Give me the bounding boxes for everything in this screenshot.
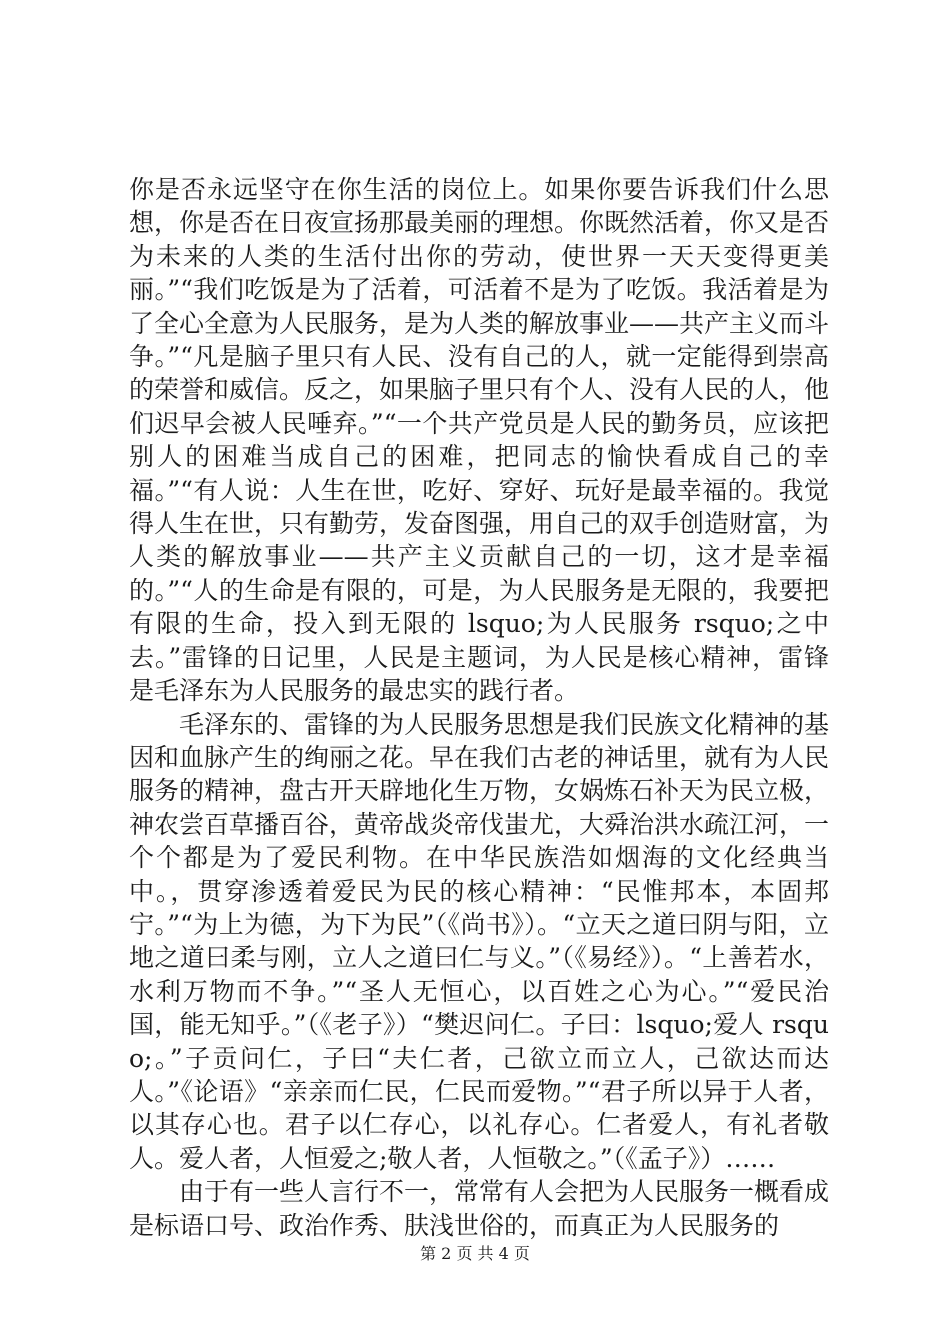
- page-footer: 第 2 页 共 4 页: [420, 1244, 530, 1263]
- body-text: [129, 173, 829, 1242]
- paragraph-cultural-roots: 毛泽东的、雷锋的为人民服务思想是我们民族文化精神的基因和血脉产生的绚丽之花。早在我们古老的神话里，就有为人民服务的精神，盘古开天辟地化生万物，女娲炼石补天为民立极，神农尝百草播百谷，黄帝战炎帝伐蚩尤，大舜治洪水疏江河，一个个都是为了爱民利物。在中华民族浩如烟海的文化经典当中。，贯穿渗透着爱民为民的核心精神：“民惟邦本，本固邦宁。”“为上为德，为下为民”（《尚书》）。“立天之道曰阴与阳，立地之道曰柔与刚，立人之道曰仁与义。”（《易经》）。“上善若水，水利万物而不争。”“圣人无恒心，以百姓之心为心。”“爱民治国，能无知乎。”（《老子》）“樊迟问仁。子曰：lsquo;爱人 rsquo;。”子贡问仁，子曰“夫仁者，己欲立而立人，己欲达而达人。”《论语》“亲亲而仁民，仁民而爱物。”“君子所以异于人者，以其存心也。君子以仁存心，以礼存心。仁者爱人，有礼者敬人。爱人者，人恒爱之;敬人者，人恒敬之。”（《孟子》）……: [129, 709, 830, 1173]
- paragraph-continuation: 由于有一些人言行不一，常常有人会把为人民服务一概看成是标语口号、政治作秀、肤浅世俗的，而真正为人民服务的: [129, 1177, 830, 1240]
- paragraph-leigong-diary: 你是否永远坚守在你生活的岗位上。如果你要告诉我们什么思想，你是否在日夜宣扬那最美丽的理想。你既然活着，你又是否为未来的人类的生活付出你的劳动，使世界一天天变得更美丽。”“我们吃饭是为了活着，可活着不是为了吃饭。我活着是为了全心全意为人民服务，是为人类的解放事业——共产主义而斗争。”“凡是脑子里只有人民、没有自己的人，就一定能得到崇高的荣誉和威信。反之，如果脑子里只有个人、没有人民的人，他们迟早会被人民唾弃。”“一个共产党员是人民的勤务员，应该把别人的困难当成自己的困难，把同志的愉快看成自己的幸福。”“有人说：人生在世，吃好、穿好、玩好是最幸福的。我觉得人生在世，只有勤劳，发奋图强，用自己的双手创造财富，为人类的解放事业——共产主义贡献自己的一切，这才是幸福的。”“人的生命是有限的，可是，为人民服务是无限的，我要把有限的生命，投入到无限的 lsquo;为人民服务 rsquo;之中去。”雷锋的日记里，人民是主题词，为人民是核心精神，雷锋是毛泽东为人民服务的最忠实的践行者。: [129, 175, 830, 706]
